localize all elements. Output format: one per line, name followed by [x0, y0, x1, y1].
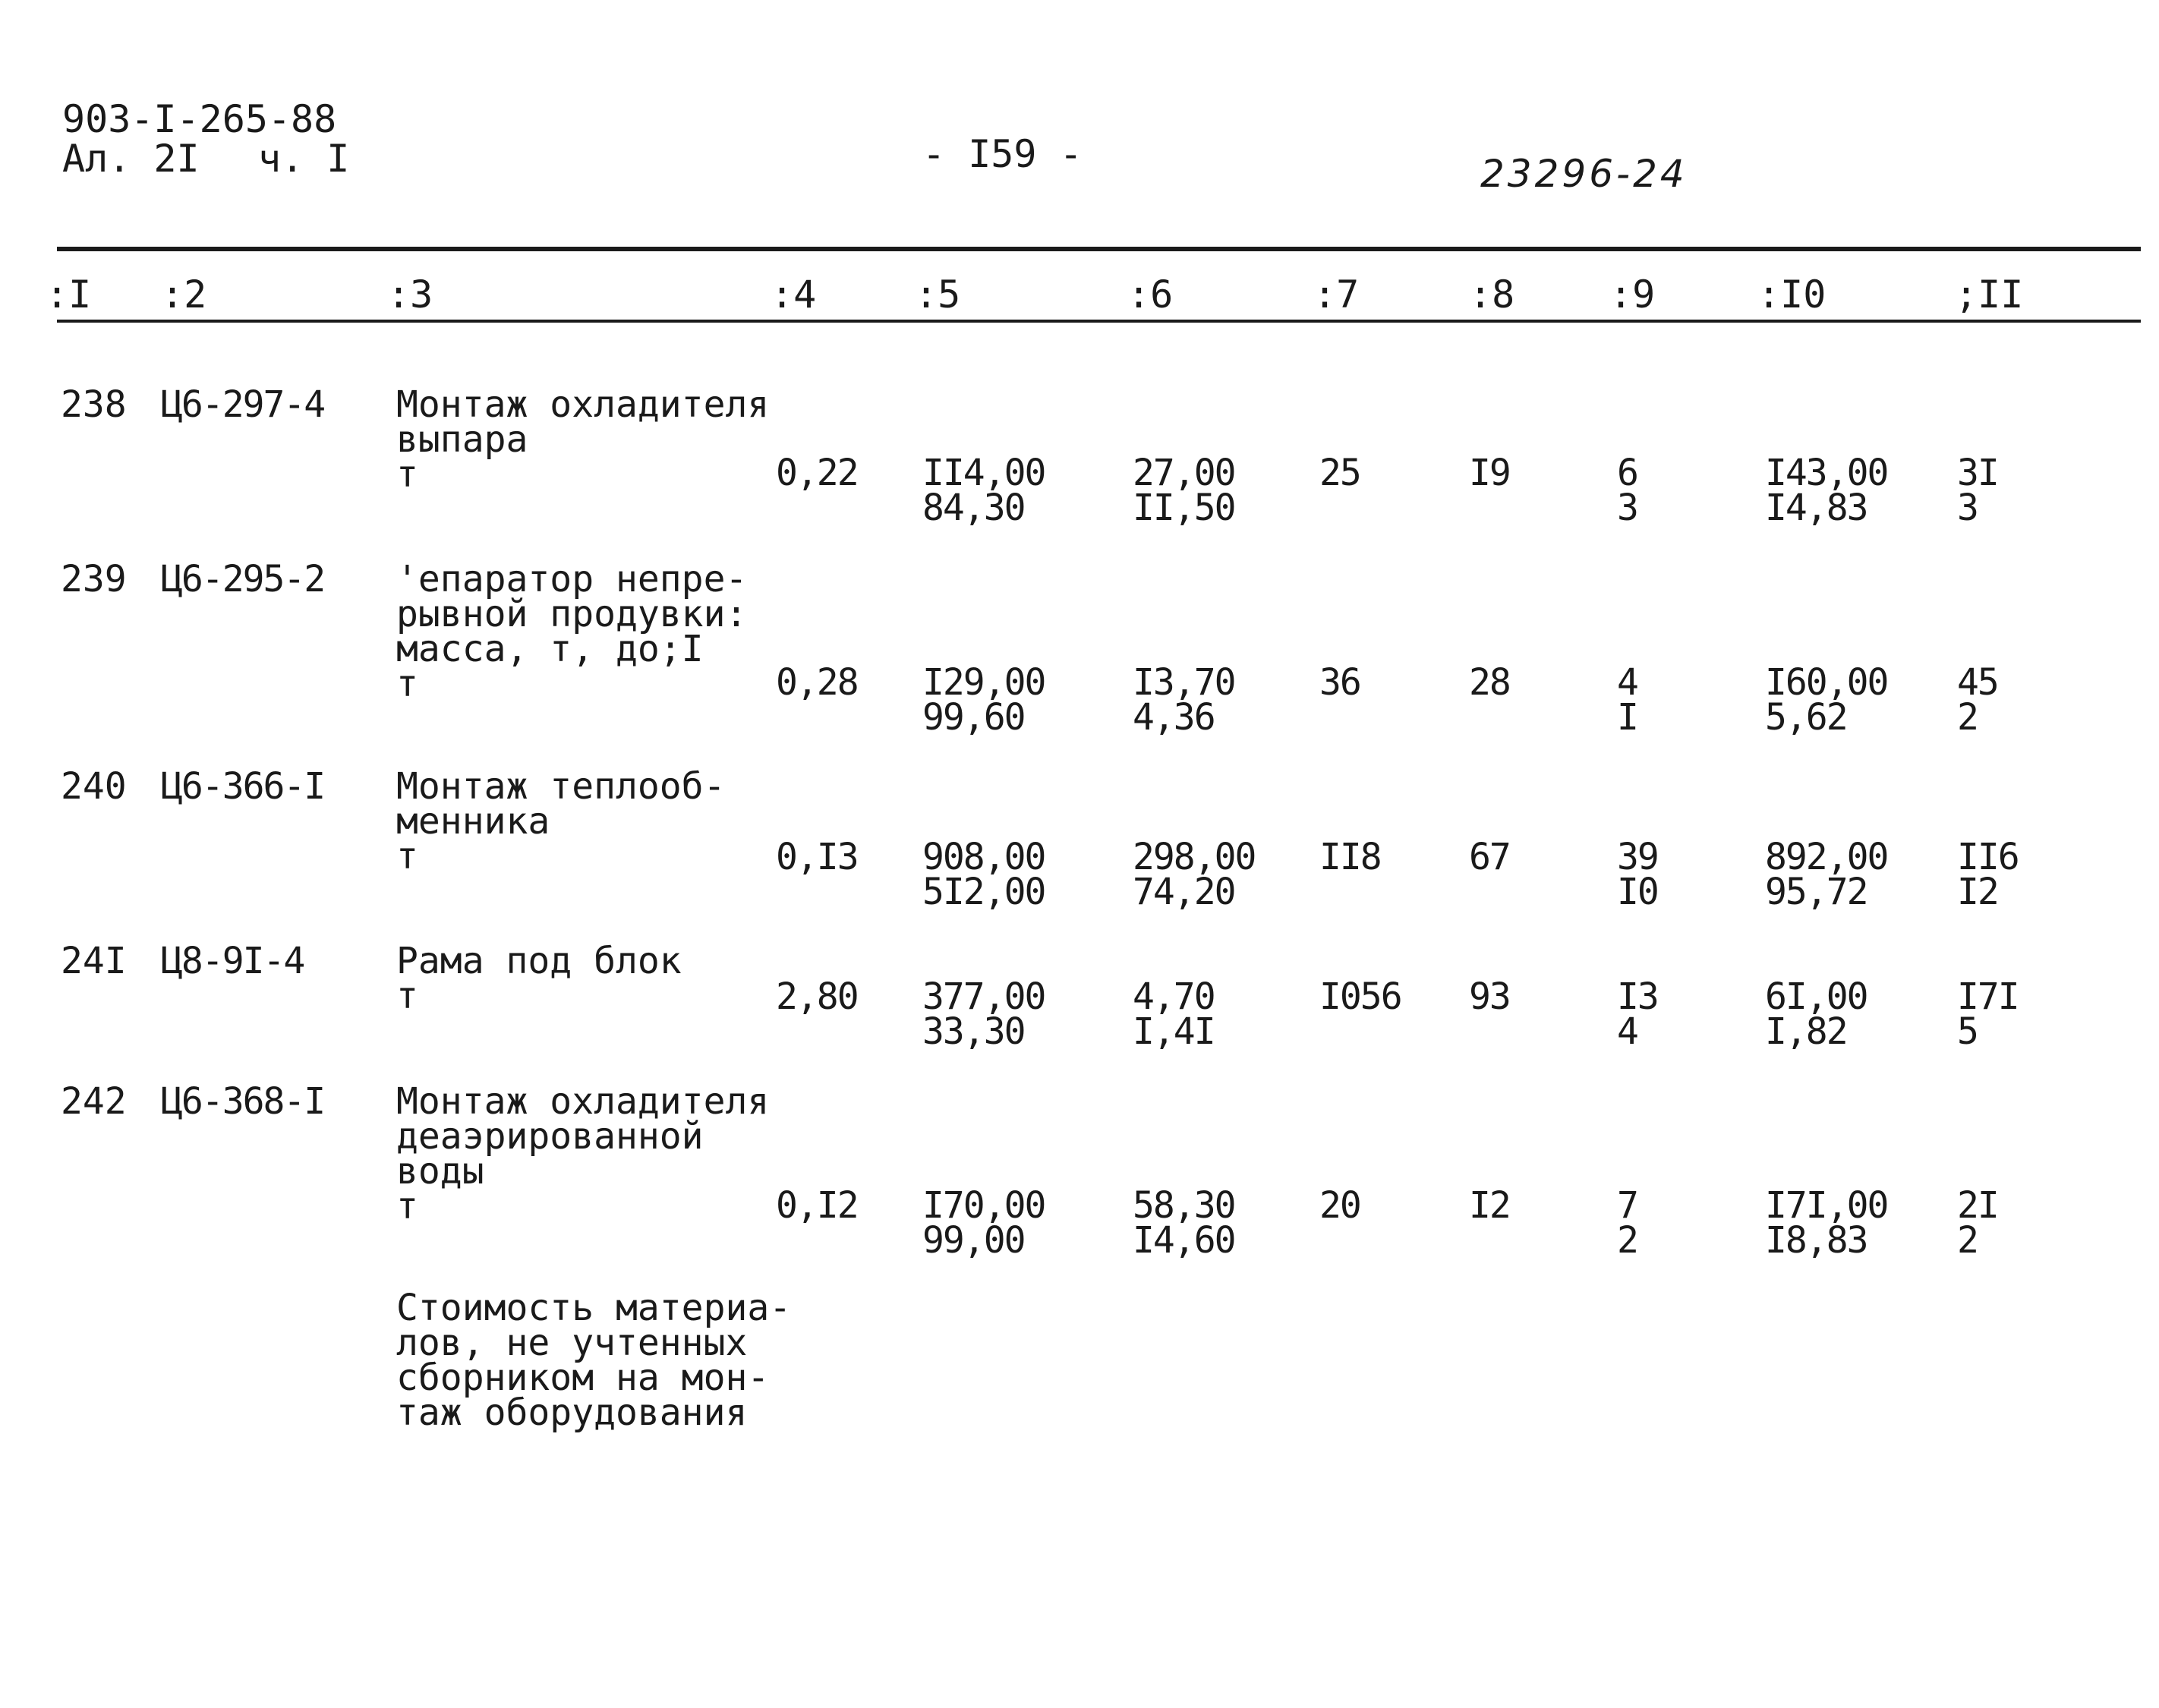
rate-code: Ц6-368-I — [161, 1080, 325, 1123]
row-number: 24I — [61, 940, 127, 982]
doc-code: 903-I-265-88 — [62, 97, 337, 141]
col7-value: 20 — [1319, 1184, 1360, 1227]
col4-value: 0,22 — [776, 452, 858, 494]
header-bottom-rule — [57, 320, 2141, 323]
col7-value: II8 — [1319, 836, 1381, 878]
col-header-8: :8 — [1469, 273, 1515, 317]
col-header-9: :9 — [1609, 273, 1656, 317]
col9-value: 6 3 — [1617, 452, 1637, 529]
work-description: Монтаж охладителя выпара т — [396, 383, 770, 496]
col4-value: 0,I2 — [776, 1184, 858, 1227]
work-description: Монтаж охладителя деаэрированной воды т — [396, 1080, 770, 1227]
col-header-2: :2 — [161, 273, 207, 317]
col-header-10: :I0 — [1757, 273, 1826, 317]
col10-value: I43,00 I4,83 — [1765, 452, 1888, 529]
row-number: 240 — [61, 765, 127, 808]
col6-value: 298,00 74,20 — [1133, 836, 1256, 913]
row-number: 242 — [61, 1080, 127, 1123]
col4-value: 0,28 — [776, 661, 858, 704]
col4-value: 0,I3 — [776, 836, 858, 878]
col9-value: I3 4 — [1617, 975, 1658, 1053]
page-number: - I59 - — [922, 132, 1083, 176]
col-header-6: :6 — [1127, 273, 1174, 317]
row-number: 238 — [61, 383, 127, 426]
part-number: ч. I — [258, 137, 350, 181]
col11-value: I7I 5 — [1957, 975, 2019, 1053]
col6-value: I3,70 4,36 — [1133, 661, 1235, 739]
col7-value: I056 — [1319, 975, 1401, 1018]
work-description: 'епаратор непре- рывной продувки: масса, т, до;I т — [396, 558, 748, 705]
col6-value: 27,00 II,50 — [1133, 452, 1235, 529]
col-header-3: :3 — [387, 273, 433, 317]
col9-value: 39 I0 — [1617, 836, 1658, 913]
col11-value: II6 I2 — [1957, 836, 2019, 913]
col11-value: 3I 3 — [1957, 452, 1998, 529]
col7-value: 25 — [1319, 452, 1360, 494]
rate-code: Ц6-366-I — [161, 765, 325, 808]
col-header-1: :I — [46, 273, 92, 317]
col5-value: 377,00 33,30 — [922, 975, 1045, 1053]
work-description: Рама под блок т — [396, 940, 682, 1017]
col5-value: 908,00 5I2,00 — [922, 836, 1045, 913]
col8-value: 67 — [1469, 836, 1510, 878]
col11-value: 45 2 — [1957, 661, 1998, 739]
col9-value: 7 2 — [1617, 1184, 1637, 1262]
col8-value: I9 — [1469, 452, 1510, 494]
rate-code: Ц6-295-2 — [161, 558, 325, 600]
col6-value: 4,70 I,4I — [1133, 975, 1215, 1053]
col6-value: 58,30 I4,60 — [1133, 1184, 1235, 1262]
footer-note: Стоимость материа- лов, не учтенных сборником на мон- таж оборудования — [396, 1287, 792, 1434]
col7-value: 36 — [1319, 661, 1360, 704]
col11-value: 2I 2 — [1957, 1184, 1998, 1262]
col10-value: 6I,00 I,82 — [1765, 975, 1867, 1053]
header-top-rule — [57, 247, 2141, 251]
work-description: Монтаж теплооб- менника т — [396, 765, 726, 878]
album-number: Ал. 2I — [62, 137, 200, 181]
col9-value: 4 I — [1617, 661, 1637, 739]
col-header-4: :4 — [771, 273, 817, 317]
inventory-number: 23296-24 — [1480, 152, 1688, 196]
col8-value: I2 — [1469, 1184, 1510, 1227]
rate-code: Ц6-297-4 — [161, 383, 325, 426]
col5-value: I29,00 99,60 — [922, 661, 1045, 739]
col-header-11: ;II — [1955, 273, 2024, 317]
col8-value: 93 — [1469, 975, 1510, 1018]
row-number: 239 — [61, 558, 127, 600]
col-header-5: :5 — [915, 273, 961, 317]
rate-code: Ц8-9I-4 — [161, 940, 304, 982]
col5-value: II4,00 84,30 — [922, 452, 1045, 529]
col10-value: 892,00 95,72 — [1765, 836, 1888, 913]
col8-value: 28 — [1469, 661, 1510, 704]
col4-value: 2,80 — [776, 975, 858, 1018]
col10-value: I7I,00 I8,83 — [1765, 1184, 1888, 1262]
col-header-7: :7 — [1313, 273, 1360, 317]
col5-value: I70,00 99,00 — [922, 1184, 1045, 1262]
col10-value: I60,00 5,62 — [1765, 661, 1888, 739]
